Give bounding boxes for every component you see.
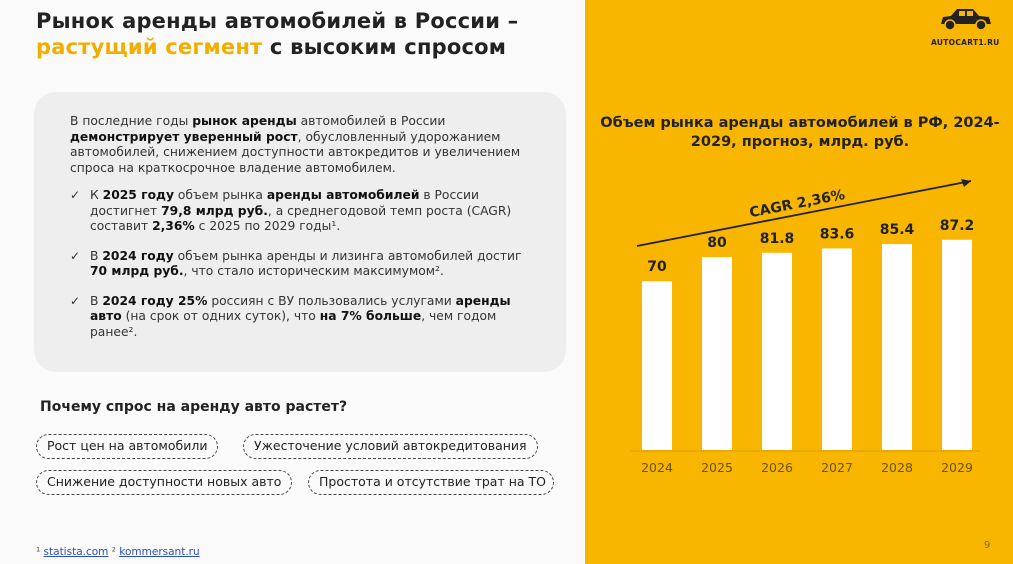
- x-tick-label: 2025: [701, 460, 733, 475]
- data-label: 87.2: [939, 217, 975, 234]
- text-run: , что стало историческим максимумом².: [183, 264, 444, 278]
- footnote-marker-1: ¹: [36, 546, 44, 558]
- bold-text: на 7% больше: [319, 309, 422, 323]
- text-run: , чем годом ранее².: [90, 309, 497, 339]
- x-tick-label: 2028: [881, 460, 913, 475]
- page-number: 9: [984, 540, 991, 551]
- text-run: В: [90, 293, 103, 308]
- bar: [882, 244, 912, 450]
- text-run: В последние годы: [70, 114, 193, 128]
- text-run: объем рынка: [173, 188, 267, 202]
- bold-text: аренды автомобилей: [266, 188, 420, 202]
- source-link-statista[interactable]: statista.com: [43, 546, 109, 558]
- bar: [762, 253, 792, 450]
- cagr-arrow-head: [961, 179, 971, 187]
- bar: [822, 248, 852, 450]
- bold-text: 2024 году: [102, 248, 174, 263]
- bold-text: рынок аренды: [192, 114, 297, 128]
- title-line-1: Рынок аренды автомобилей в России –: [36, 9, 519, 33]
- x-tick-label: 2029: [941, 460, 973, 475]
- chart-title: Объем рынка аренды автомобилей в РФ, 2024-2029, прогноз, млрд. руб.: [600, 115, 1000, 150]
- bullet-item: [70, 188, 540, 235]
- reason-pill: Простота и отсутствие трат на ТО: [308, 470, 554, 495]
- data-label: 83.6: [819, 226, 855, 243]
- bold-text: 79,8 млрд руб.: [161, 203, 268, 218]
- text-run: (на срок от одних суток), что: [121, 309, 320, 323]
- title-line-2: [36, 34, 518, 60]
- check-icon: ✓: [70, 293, 81, 308]
- x-tick-label: 2027: [821, 460, 853, 475]
- reason-pill: Рост цен на автомобили: [36, 434, 218, 459]
- x-tick-label: 2026: [761, 460, 793, 475]
- text-run: , а среднегодовой темп роста (CAGR) составит: [90, 203, 512, 233]
- text-run: россиян с ВУ пользовались услугами: [207, 293, 456, 308]
- title-rest: с высоким спросом: [262, 35, 507, 59]
- logo-text: AUTOCART1.RU: [931, 38, 1000, 47]
- vintage-car-icon: [935, 4, 995, 34]
- bar: [942, 240, 972, 450]
- data-label: 85.4: [879, 222, 915, 239]
- data-label: 81.8: [759, 230, 795, 247]
- text-run: К: [90, 188, 103, 202]
- data-label: 70: [647, 259, 667, 276]
- bullet-item: [70, 294, 540, 341]
- text-run: автомобилей в России: [296, 114, 446, 128]
- bar: [642, 281, 672, 450]
- bold-text: аренды авто: [90, 293, 511, 323]
- source-link-kommersant[interactable]: kommersant.ru: [119, 546, 200, 558]
- text-run: с 2025 по 2029 годы¹.: [194, 219, 341, 233]
- bold-text: 2,36%: [152, 219, 195, 233]
- bold-text: 70 млрд руб.: [90, 264, 184, 278]
- bullet-list: [70, 188, 540, 354]
- bar-chart: [585, 150, 1013, 490]
- footnote-marker-2: ²: [108, 546, 120, 558]
- title-accent: растущий сегмент: [36, 35, 263, 59]
- bold-text: 2024 году 25%: [102, 293, 208, 308]
- page-title: [36, 8, 518, 60]
- bar: [702, 257, 732, 450]
- info-card: [34, 92, 566, 372]
- cagr-annotation: CAGR 2,36%: [748, 186, 847, 222]
- data-label: 80: [707, 235, 727, 252]
- text-run: В: [90, 248, 103, 263]
- x-tick-label: 2024: [641, 460, 673, 475]
- text-run: , обусловленный удорожанием автомобилей, снижением доступности автокредитов и увеличением спроса на краткосрочное владение автомобилем.: [70, 129, 521, 175]
- bullet-item: [70, 249, 540, 280]
- text-run: в России достигнет: [90, 188, 479, 218]
- bold-text: 2025 году: [102, 188, 174, 202]
- intro-text: [70, 114, 540, 176]
- reason-pill: Ужесточение условий автокредитования: [243, 434, 538, 459]
- reason-pill: Снижение доступности новых авто: [36, 470, 292, 495]
- logo[interactable]: [931, 4, 1000, 47]
- footnotes: [36, 546, 200, 558]
- check-icon: ✓: [70, 248, 81, 263]
- why-title: Почему спрос на аренду авто растет?: [40, 399, 348, 415]
- cagr-arrow-line: [637, 181, 971, 246]
- bold-text: демонстрирует уверенный рост: [70, 129, 298, 144]
- check-icon: ✓: [70, 188, 81, 202]
- text-run: объем рынка аренды и лизинга автомобилей достиг: [173, 248, 522, 263]
